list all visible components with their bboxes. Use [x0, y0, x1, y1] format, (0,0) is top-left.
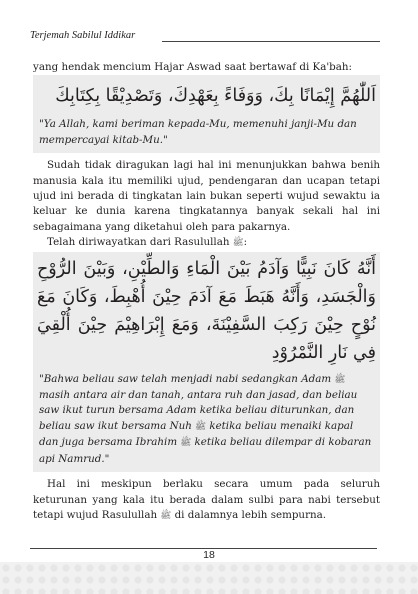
paragraph-intro: yang hendak mencium Hajar Aswad saat bertawaf di Ka'bah: — [33, 61, 352, 73]
header-rule — [162, 41, 380, 42]
conclusion-end: di dalamnya lebih sempurna. — [174, 508, 327, 521]
translation-part-3: ketika beliau menaiki kapal dan juga bersama Ibrahim — [39, 419, 354, 449]
paragraph-explanation: Sudah tidak diragukan lagi hal ini menunjukkan bahwa benih manusia kala itu memiliki ujud, pendengaran dan ucapan tetapi ujud ini berada di tingkatan lain bukan seperti wujud sewaktu ia keluar ke dunia karena tingkatannya banyak sekali hal ini sebagaimana yang diketahui oleh para pakarnya. — [33, 159, 380, 233]
paragraph-narration — [33, 235, 380, 251]
prayer-translation: "Ya Allah, kami beriman kepada-Mu, memenuhi janji-Mu dan mempercayai kitab-Mu." — [33, 114, 380, 153]
decorative-pattern-band — [0, 562, 418, 594]
salawat-symbol: ﷺ — [180, 438, 192, 449]
translation-part-4: ketika beliau dilempar di kobaran api Namrud." — [39, 436, 372, 465]
narration-colon: : — [243, 236, 248, 249]
salawat-symbol: ﷺ — [232, 238, 244, 249]
translation-part-1: "Bahwa beliau saw telah menjadi nabi sedangkan Adam — [39, 372, 332, 385]
hadith-translation — [33, 369, 380, 472]
arabic-prayer: اَللّٰهُمَّ إِيْمَانًا بِكَ، وَوَفَاءً بِعَهْدِكَ، وَتَصْدِيْقًا بِكِتَابِكَ — [33, 75, 380, 114]
salawat-symbol: ﷺ — [195, 421, 207, 432]
page-content — [33, 60, 380, 524]
page-number: 18 — [203, 549, 215, 561]
narration-text: Telah diriwayatkan dari Rasulullah — [47, 236, 230, 249]
salawat-symbol: ﷺ — [334, 374, 346, 385]
salawat-symbol: ﷺ — [160, 510, 172, 521]
conclusion-text: Hal ini meskipun berlaku secara umum pada seluruh keturunan yang kala itu berada dalam sulbi para nabi tersebut tetapi wujud Rasulullah — [33, 478, 380, 521]
running-header — [30, 30, 380, 44]
arabic-hadith: أَنَّهُ كَانَ نَبِيًّا وَآدَمُ بَيْنَ الْمَاءِ وَالطِّيْنِ، وَبَيْنَ الرُّوْحِ وَالْجَسَدِ، وَأَنَّهُ هَبَطَ مَعَ آدَمَ حِيْنَ أُهْبِطَ، وَكَانَ مَعَ نُوْحٍ حِيْنَ رَكِبَ السَّفِيْنَةَ، وَمَعَ إِبْرَاهِيْمَ حِيْنَ أُلْقِيَ فِي نَارِ النَّمْرُوْدِ — [33, 252, 380, 369]
paragraph-conclusion — [33, 477, 380, 524]
book-title: Terjemah Sabilul Iddikar — [30, 30, 136, 41]
translation-part-2: masih antara air dan tanah, antara ruh dan jasad, dan beliau saw ikut turun bersama Adam ketika beliau diturunkan, dan beliau saw ikut bersama Nuh — [39, 389, 358, 432]
